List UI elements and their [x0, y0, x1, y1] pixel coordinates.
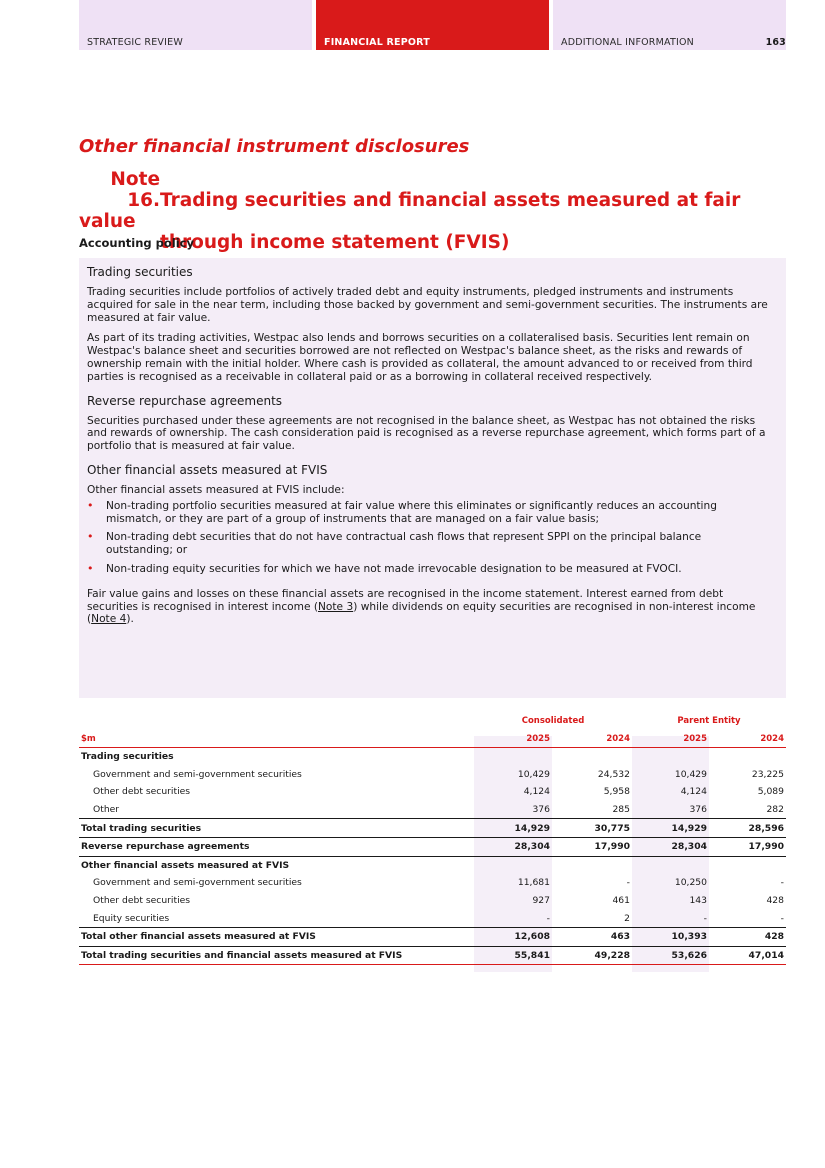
other-fvis-heading: Other financial assets measured at FVIS: [87, 462, 328, 477]
year-header: 2025: [632, 730, 709, 748]
page-number: 163: [765, 37, 786, 48]
reverse-repo-heading: Reverse repurchase agreements: [87, 393, 283, 408]
year-header: 2025: [474, 730, 552, 748]
table-year-header-row: [79, 730, 786, 748]
accounting-policy-heading: Accounting policy: [79, 236, 194, 250]
bullet-icon: •: [87, 561, 94, 575]
table-row: Other debt securities 4,124 5,958 4,124 5,089: [93, 786, 784, 798]
accounting-policy-box: [79, 258, 786, 698]
table-row: Other debt securities 927 461 143 428: [93, 895, 784, 907]
note-number: Note 16.: [110, 169, 160, 211]
year-header: 2024: [552, 730, 632, 748]
note-title-line1: Trading securities and financial assets measured at fair value: [79, 190, 741, 232]
bullet-icon: •: [87, 530, 94, 544]
tab-strategic-review[interactable]: [79, 0, 312, 50]
list-item: [87, 531, 770, 557]
table-row-section-trading: Trading securities: [81, 751, 174, 763]
unit-label: $m: [79, 730, 474, 748]
table-group-header-row: [79, 712, 786, 730]
table-row-total-other-fvis: Total other financial assets measured at FVIS 12,608 463 10,393 428: [79, 927, 786, 946]
list-item: [87, 563, 770, 576]
table-row-section-other-fvis: Other financial assets measured at FVIS: [81, 859, 290, 871]
fair-value-paragraph: Fair value gains and losses on these financial assets are recognised in the income statement. Interest earned from debt securities is recognised in interest income (Note 3) while dividends on equity securities are recognised in non-interest income (Note 4).: [87, 587, 756, 626]
tab-additional-information[interactable]: [553, 0, 786, 50]
list-item: [87, 500, 770, 526]
table-row: Government and semi-government securities 11,681 - 10,250 -: [93, 877, 784, 889]
reverse-repo-paragraph: Securities purchased under these agreements are not recognised in the balance sheet, as Westpac has not obtained the risks and rewards of ownership. The cash consideration paid is recognised as a reverse repurchase agreement, which forms part of a portfolio that is measured at fair value.: [87, 414, 766, 453]
bullet-icon: •: [87, 498, 94, 512]
trading-securities-paragraph: Trading securities include portfolios of actively traded debt and equity instruments, pledged instruments and instruments acquired for sale in the near term, including those backed by government and semi-government securities. The instruments are measured at fair value.: [87, 286, 768, 324]
table-row-reverse-repo: Reverse repurchase agreements 28,304 17,990 28,304 17,990: [79, 837, 786, 856]
section-title: Other financial instrument disclosures: [79, 136, 470, 157]
list-item-text: Non-trading debt securities that do not have contractual cash flows that represent SPPI on the principal balance outstanding; or: [106, 531, 702, 557]
fvis-table: [79, 712, 786, 965]
table-row-total-trading: Total trading securities 14,929 30,775 14,929 28,596: [79, 819, 786, 838]
year-header: 2024: [709, 730, 786, 748]
trading-activities-paragraph: As part of its trading activities, Westpac also lends and borrows securities on a collateralised basis. Securities lent remain on Westpac's balance sheet and securities borrowed are not reflected on Westpac's balance sheet, as the risks and rewards of ownership remain with the initial holder. Where cash is provided as collateral, the amount advanced to or received from third parties is recognised as a receivable in collateral paid or as a borrowing in collateral received respectively.: [87, 332, 753, 383]
tab-label: FINANCIAL REPORT: [324, 37, 430, 48]
list-item-text: Non-trading equity securities for which we have not made irrevocable designation to be measured at FVOCI.: [106, 562, 682, 575]
fvis-table-container: [79, 712, 786, 965]
other-fvis-intro: Other financial assets measured at FVIS include:: [87, 483, 345, 496]
trading-securities-heading: Trading securities: [87, 265, 193, 279]
table-row: Government and semi-government securities 10,429 24,532 10,429 23,225: [93, 768, 784, 780]
tab-label: STRATEGIC REVIEW: [87, 37, 183, 48]
section-tabs: [79, 0, 786, 50]
table-row: Equity securities - 2 - -: [93, 912, 784, 924]
parent-entity-header: Parent Entity: [677, 716, 741, 726]
list-item-text: Non-trading portfolio securities measured at fair value where this eliminates or significantly reduces an accounting mismatch, or they are part of a group of instruments that are managed on a fair value basis;: [106, 499, 717, 525]
note-title-line2: through income statement (FVIS): [160, 232, 510, 253]
other-fvis-list: [87, 500, 770, 576]
consolidated-header: Consolidated: [521, 716, 585, 726]
note-4-link[interactable]: Note 4: [91, 613, 127, 626]
table-row: Other 376 285 376 282: [93, 804, 784, 816]
table-row-grand-total: Total trading securities and financial assets measured at FVIS 55,841 49,228 53,626 47,014: [79, 946, 786, 965]
tab-financial-report[interactable]: [316, 0, 549, 50]
note-3-link[interactable]: Note 3: [318, 600, 354, 613]
tab-label: ADDITIONAL INFORMATION: [561, 37, 694, 48]
